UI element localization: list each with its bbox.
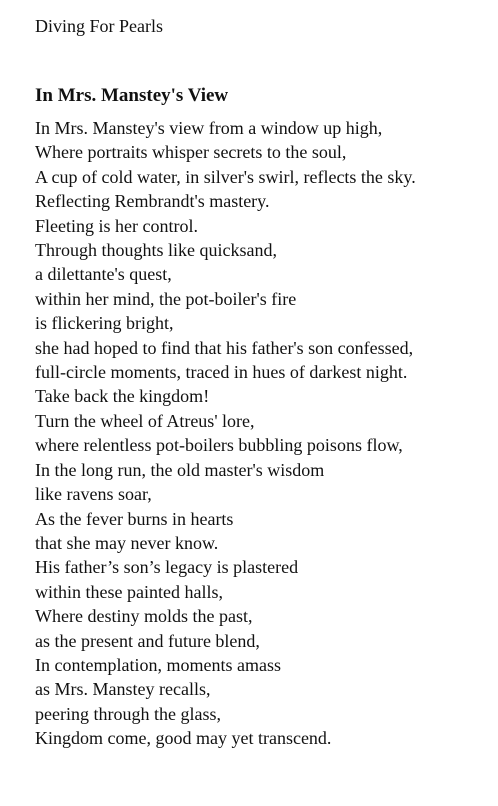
poem-title: In Mrs. Manstey's View bbox=[35, 85, 229, 106]
poem-line: His father’s son’s legacy is plastered bbox=[35, 557, 299, 578]
poem-line: within her mind, the pot-boiler's fire bbox=[35, 288, 297, 309]
poem-line: In contemplation, moments amass bbox=[35, 654, 281, 675]
poem-line: full-circle moments, traced in hues of darkest night. bbox=[35, 362, 408, 383]
poem-line: In Mrs. Manstey's view from a window up high, bbox=[35, 118, 383, 138]
poem-line: Take back the kingdom! bbox=[35, 386, 210, 407]
poem-line: Through thoughts like quicksand, bbox=[35, 240, 277, 261]
poem-line: where relentless pot-boilers bubbling poisons flow, bbox=[35, 435, 403, 456]
poem-line: like ravens soar, bbox=[35, 484, 152, 505]
poem-line: Reflecting Rembrandt's mastery. bbox=[35, 191, 270, 212]
poem-line: In the long run, the old master's wisdom bbox=[35, 459, 325, 480]
poem-line: within these painted halls, bbox=[35, 581, 223, 602]
poem-line: A cup of cold water, in silver's swirl, reflects the sky. bbox=[35, 166, 416, 187]
poem-line: a dilettante's quest, bbox=[35, 264, 172, 285]
poem-body bbox=[35, 116, 498, 751]
poem-line: Where destiny molds the past, bbox=[35, 606, 253, 627]
poem-line: that she may never know. bbox=[35, 532, 219, 553]
poem-line: peering through the glass, bbox=[35, 703, 221, 724]
poem-line: she had hoped to find that his father's son confessed, bbox=[35, 337, 414, 358]
poem-line: Fleeting is her control. bbox=[35, 215, 198, 236]
site-title: Diving For Pearls bbox=[35, 16, 163, 36]
poem-line: Turn the wheel of Atreus' lore, bbox=[35, 410, 255, 431]
poem-line: is flickering bright, bbox=[35, 313, 174, 334]
poem-line: as the present and future blend, bbox=[35, 630, 260, 651]
poem-line: Kingdom come, good may yet transcend. bbox=[35, 728, 332, 749]
poem-line: As the fever burns in hearts bbox=[35, 508, 234, 529]
poem-line: Where portraits whisper secrets to the soul, bbox=[35, 142, 347, 163]
poem-line: as Mrs. Manstey recalls, bbox=[35, 679, 211, 700]
page-content bbox=[35, 14, 498, 751]
